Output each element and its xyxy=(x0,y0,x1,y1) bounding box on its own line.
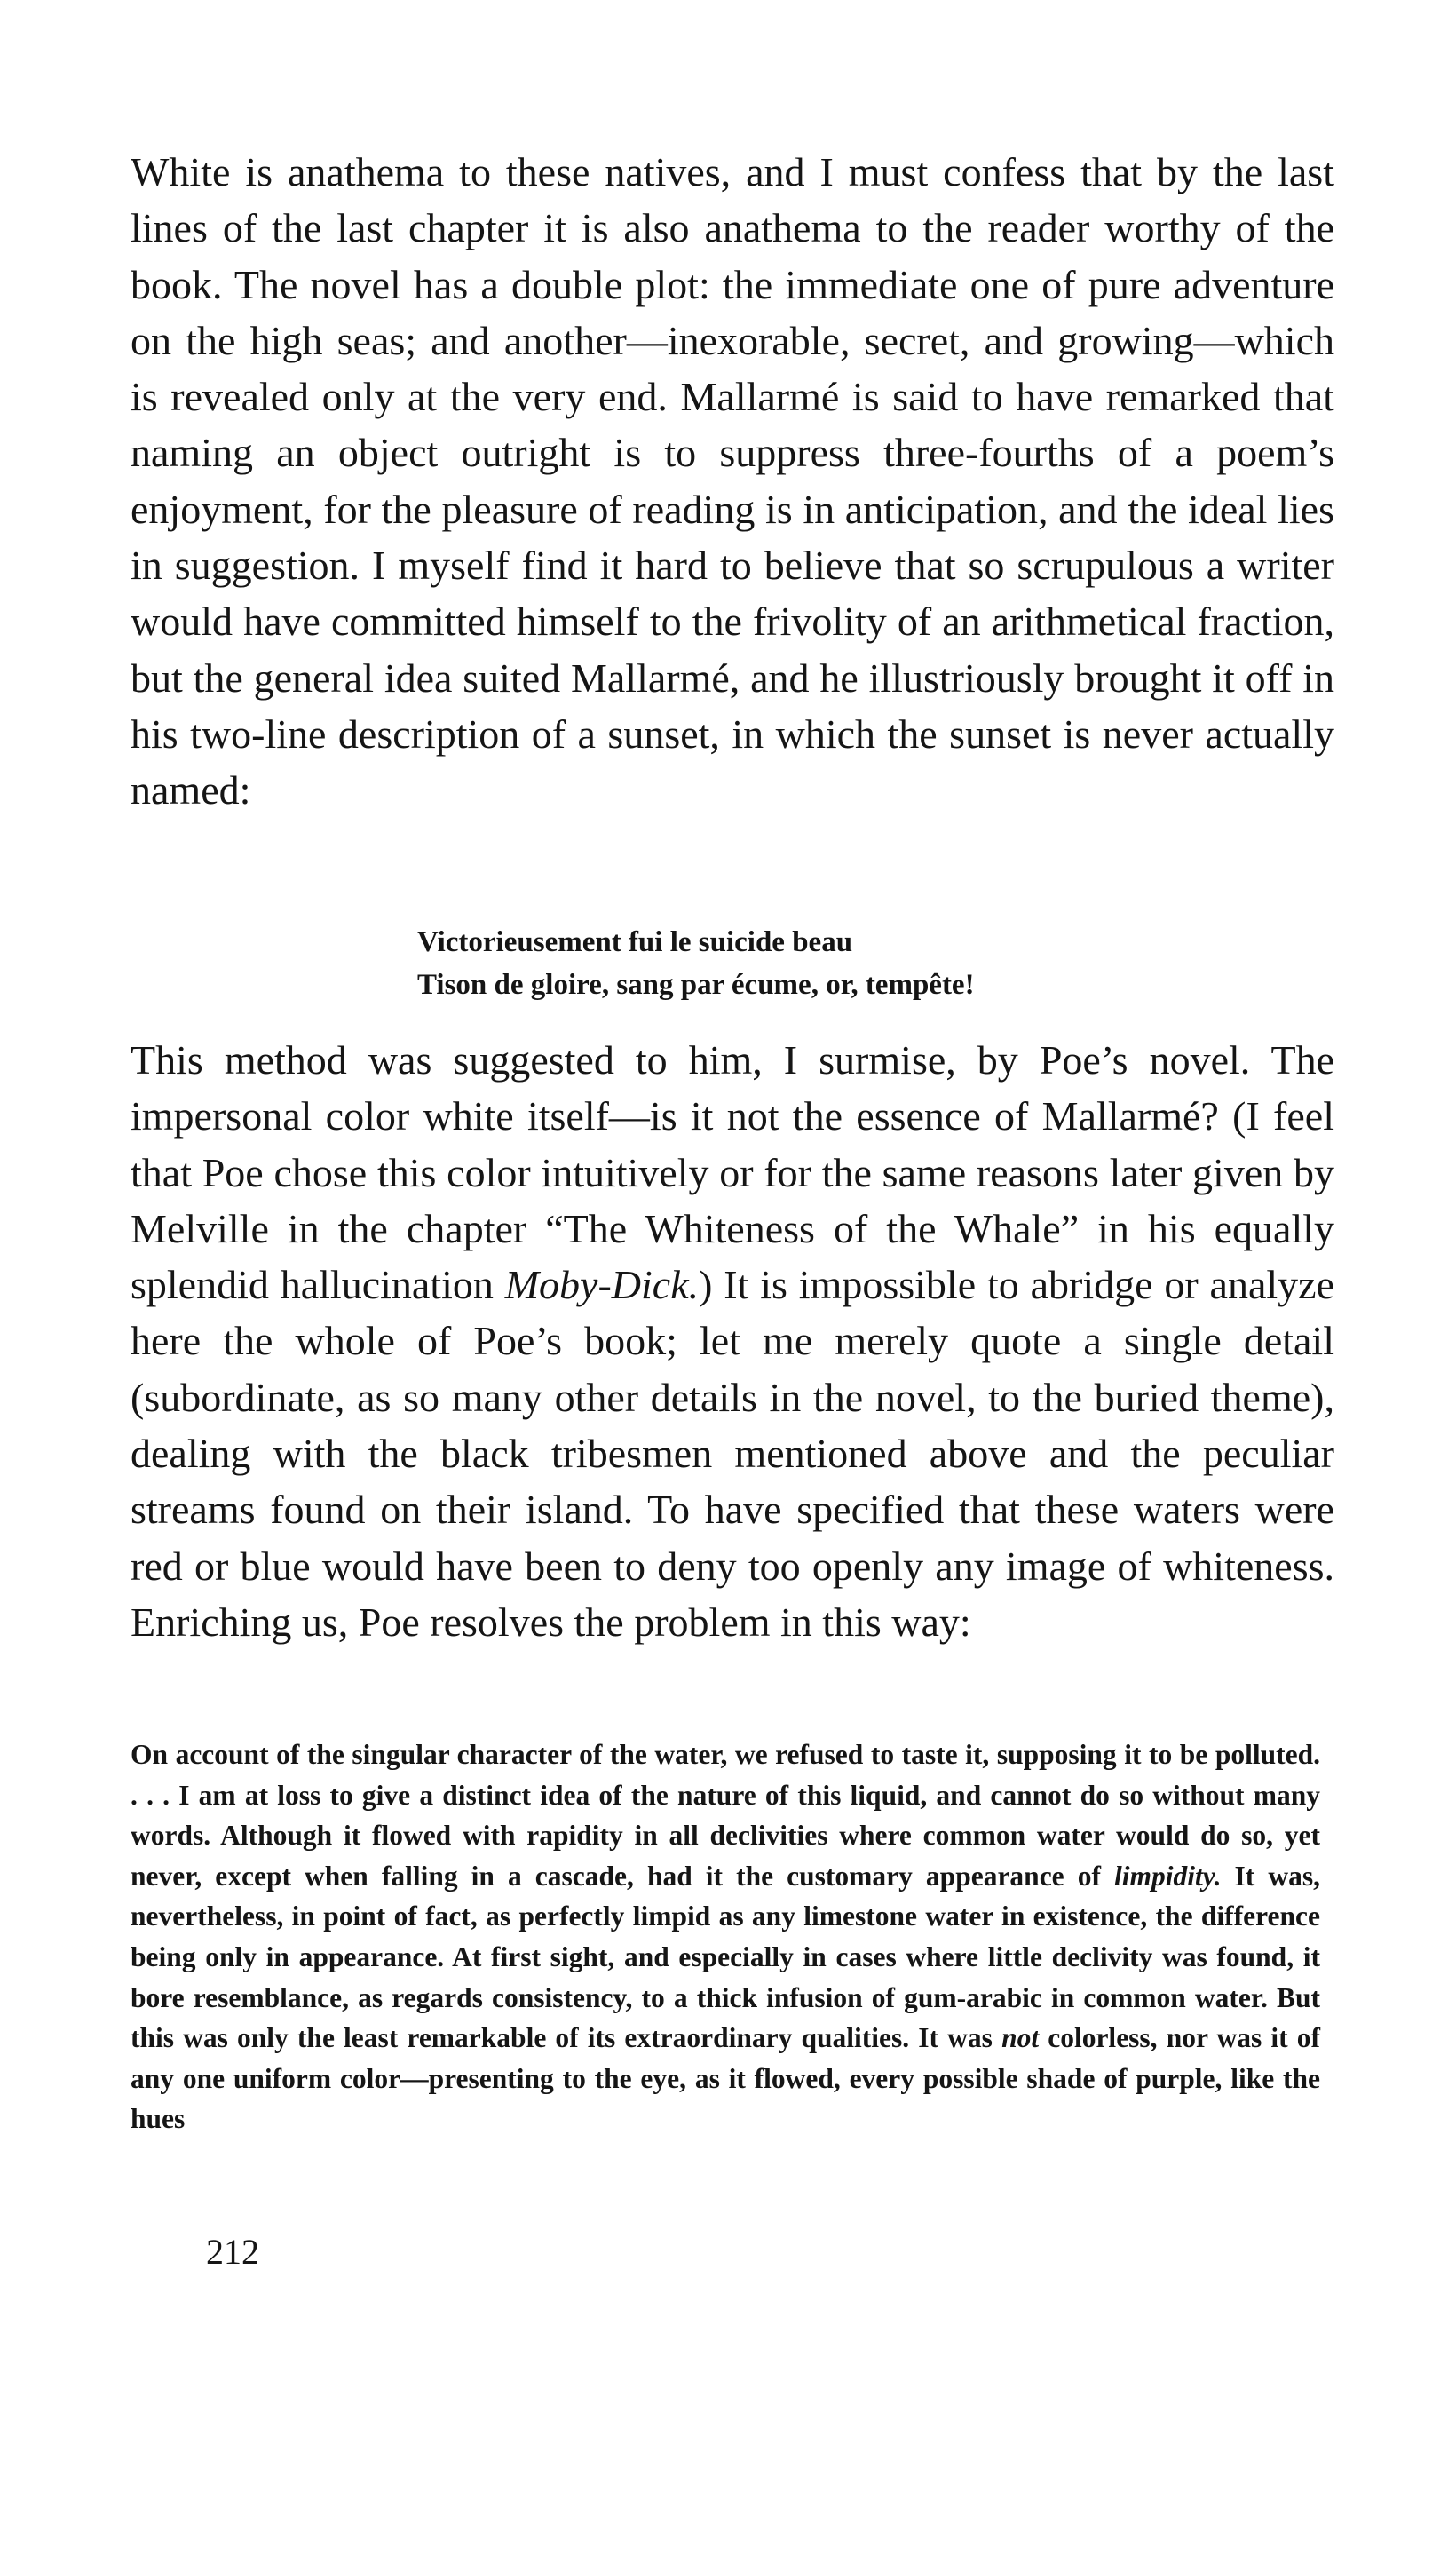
quote-emphasis-limpidity: limpidity. xyxy=(1114,1860,1222,1892)
body-paragraph-1: White is anathema to these natives, and I must confess that by the last lines of the last chapter it is also anathema to the reader worthy of the book. The novel has a double plot: the immediate one of pure adventure on the high seas; and another—inexorable, secret, and growing—which is revealed only at the very end. Mallarmé is said to have remarked that naming an object outright is to suppress three-fourths of a poem’s enjoyment, for the pleasure of reading is in anticipation, and the ideal lies in suggestion. I myself find it hard to believe that so scrupulous a writer would have committed himself to the frivolity of an arithmetical fraction, but the general idea suited Mallarmé, and he illustriously brought it off in his two-line description of a sunset, in which the sunset is never actually named: xyxy=(131,149,1334,813)
block-quotation xyxy=(131,1734,1320,2139)
quote-text-part-2: It was, nevertheless, in point of fact, as perfectly limpid as any limestone water in existence, the difference being only in appearance. At first sight, and especially in cases where little declivity was found, it bore resemblance, as regards consistency, to a thick infusion of gum-arabic in common water. But this was only the least remarkable of its extraordinary qualities. It was xyxy=(131,1860,1320,2054)
paragraph-2-text-start: This method was suggested to him, I surmise, by Poe’s novel. The impersonal color white itself—is it not the essence of Mallarmé? (I feel that Poe chose this color intuitively or for the same reasons later given by Melville in the chapter “The Whiteness of the Whale” in his equally splendid hallucination xyxy=(131,1037,1334,1308)
body-paragraph-2 xyxy=(131,1032,1334,1650)
paragraph-2-text-end: ) It is impossible to abridge or analyze here the whole of Poe’s book; let me merely quote a single detail (subordinate, as so many other details in the novel, to the buried theme), dealing with the black tribesmen mentioned above and the peculiar streams found on their island. To have specified that these waters were red or blue would have been to deny too openly any image of whiteness. Enriching us, Poe resolves the problem in this way: xyxy=(131,1262,1334,1645)
page-number: 212 xyxy=(206,2232,259,2272)
verse-quotation xyxy=(417,921,975,1006)
verse-line-1: Victorieusement fui le suicide beau xyxy=(417,926,853,958)
quote-text-part-1: On account of the singular character of the water, we refused to taste it, supposing it to be polluted. . . . I am at loss to give a distinct idea of the nature of this liquid, and cannot do so without many words. Although it flowed with rapidity in all declivities where common water would do so, yet never, except when falling in a cascade, had it the customary appearance of xyxy=(131,1739,1320,1892)
quote-text-part-3: colorless, nor was it of any one uniform color—presenting to the eye, as it flowed, every possible shade of purple, like the hues xyxy=(131,2022,1320,2135)
book-title-moby-dick: Moby-Dick. xyxy=(504,1262,700,1308)
verse-line-2: Tison de gloire, sang par écume, or, tempête! xyxy=(417,969,975,1001)
quote-emphasis-not: not xyxy=(1001,2022,1040,2054)
